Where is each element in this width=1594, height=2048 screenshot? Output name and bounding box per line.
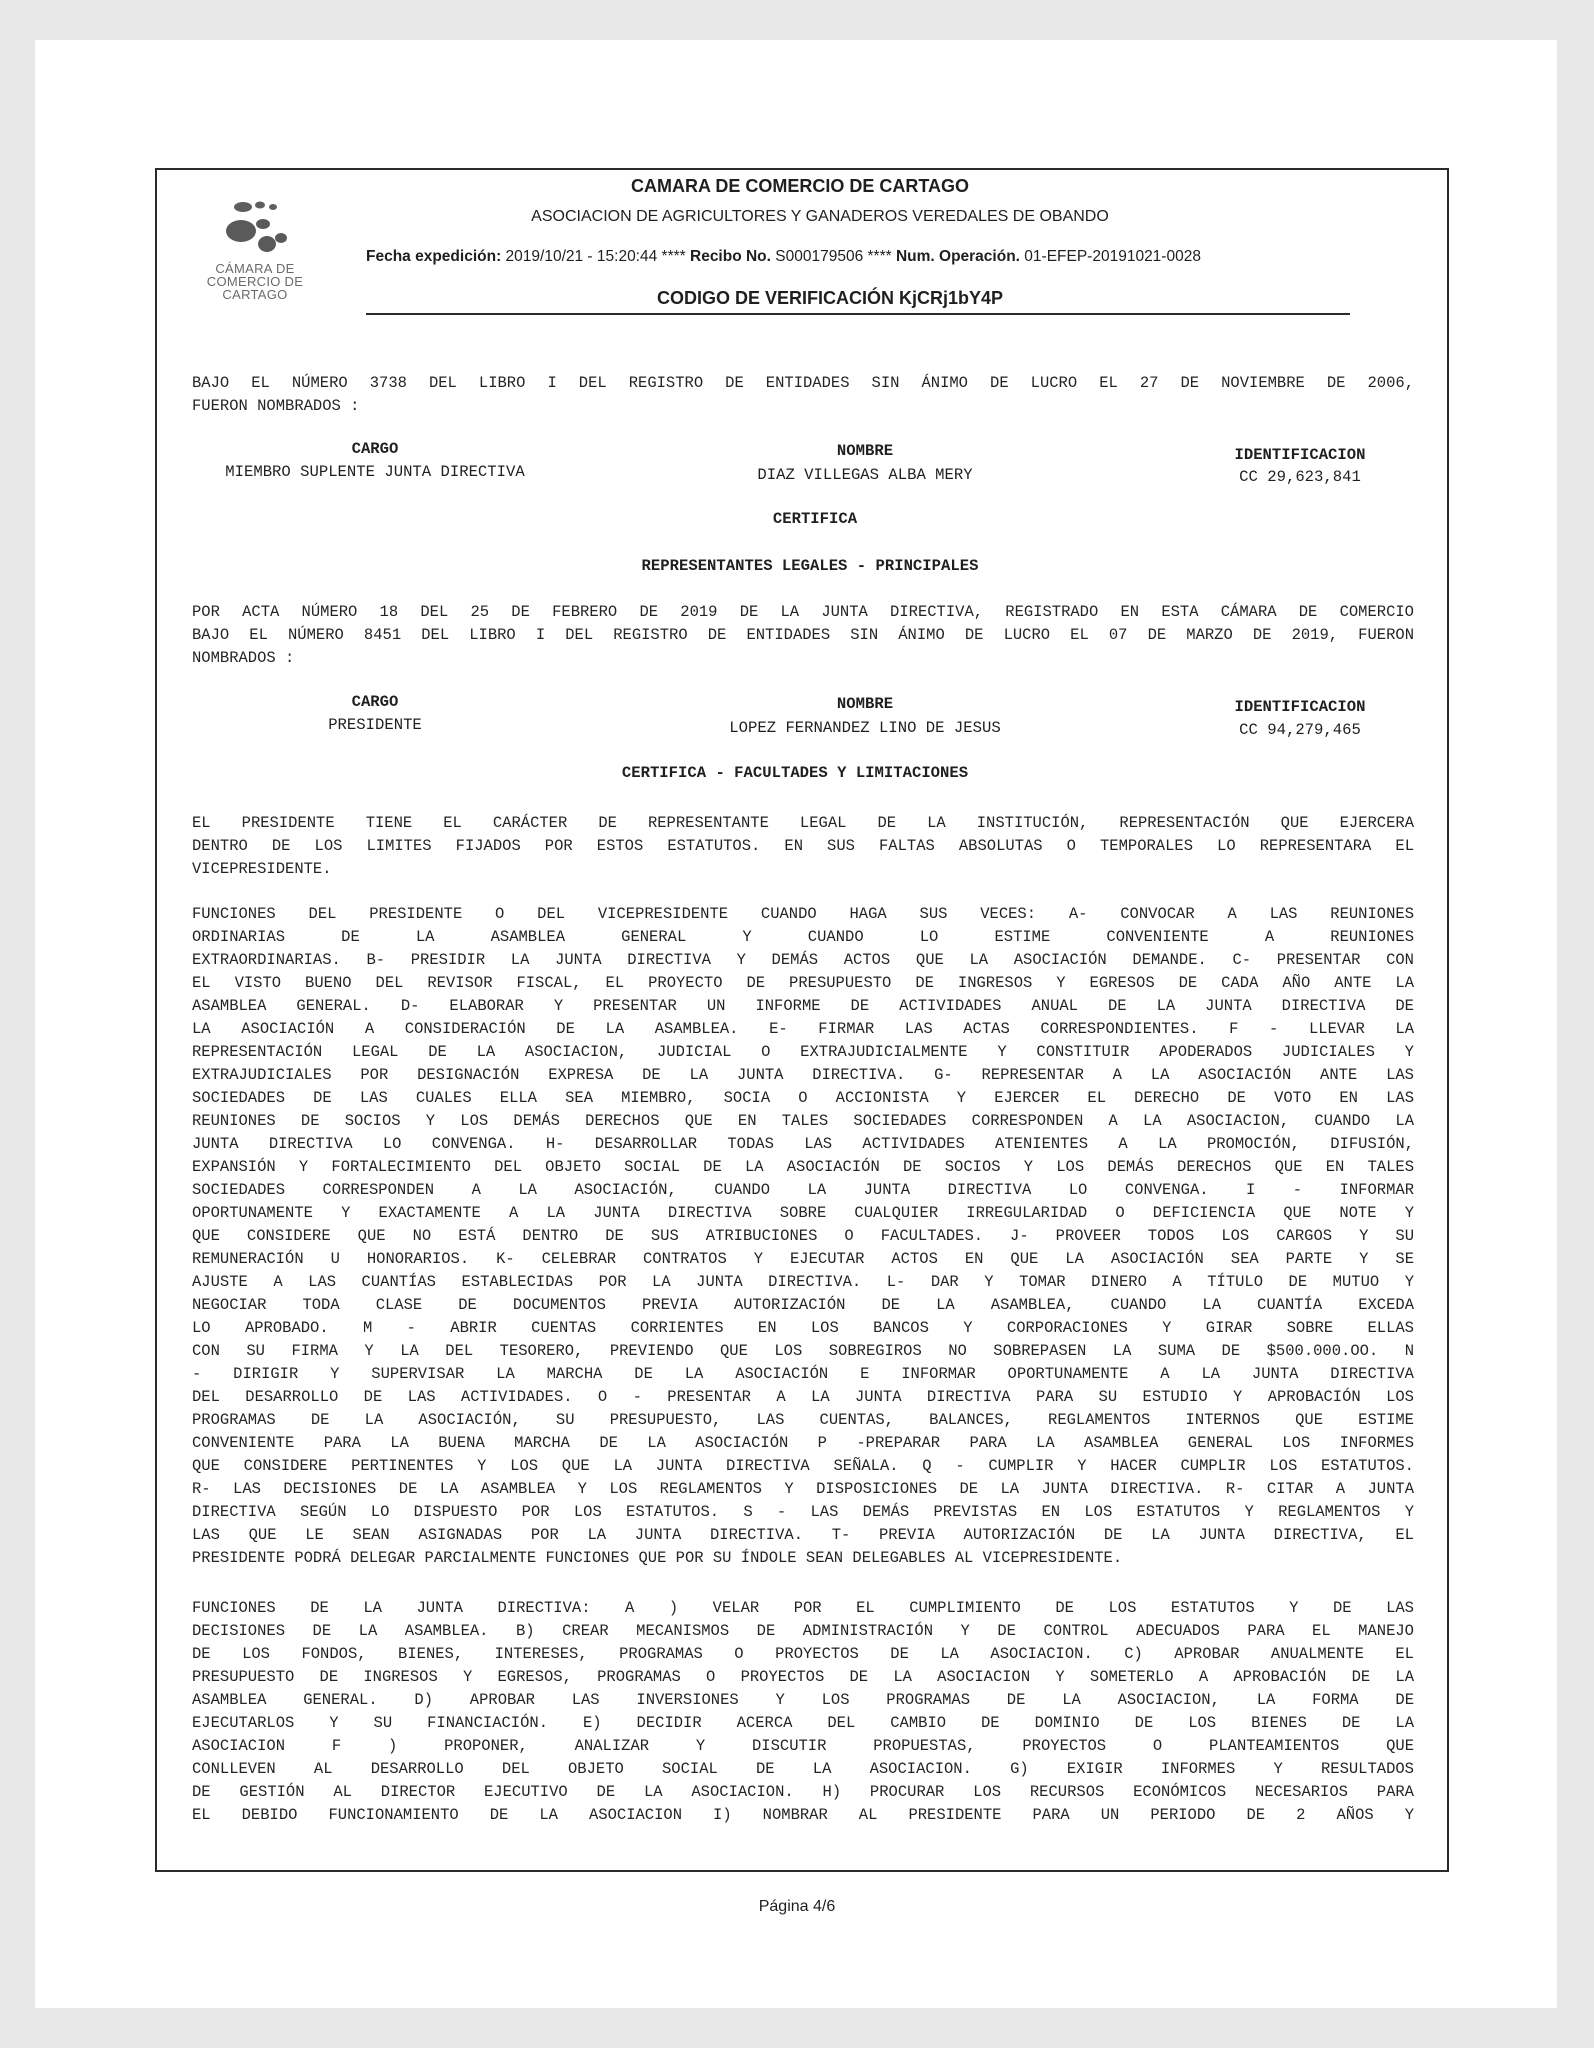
page-number: Página 4/6 [758,1898,836,1915]
text-line: PRESUPUESTO DE INGRESOS Y EGRESOS, PROGRAMAS O PROYECTOS DE LA ASOCIACION Y SOMETERLO A APROBACIÓN DE LA [192,1668,1414,1686]
chamber-logo-text: CÁMARA DE COMERCIO DE CARTAGO [206,261,304,302]
nombre-header: NOMBRE [836,442,894,460]
text-line: SOCIEDADES CORRESPONDEN A LA ASOCIACIÓN, CUANDO LA JUNTA DIRECTIVA LO CONVENGA. I - INFORMAR [192,1181,1414,1199]
cargo-value: MIEMBRO SUPLENTE JUNTA DIRECTIVA [225,463,525,481]
text-line: DE GESTIÓN AL DIRECTOR EJECUTIVO DE LA ASOCIACION. H) PROCURAR LOS RECURSOS ECONÓMICOS NECESARIOS PARA [192,1783,1414,1801]
text-line: ASAMBLEA GENERAL. D- ELABORAR Y PRESENTAR UN INFORME DE ACTIVIDADES ANUAL DE LA JUNTA DIRECTIVA DE [192,997,1414,1015]
text-line: LA ASOCIACIÓN A CONSIDERACIÓN DE LA ASAMBLEA. E- FIRMAR LAS ACTAS CORRESPONDIENTES. F - LLEVAR LA [192,1020,1414,1038]
text-line: DE LOS FONDOS, BIENES, INTERESES, PROGRAMAS O PROYECTOS DE LA ASOCIACION. C) APROBAR ANUALMENTE EL [192,1645,1414,1663]
verification-code: CODIGO DE VERIFICACIÓN KjCRj1bY4P [656,288,1004,308]
text-line: NOMBRADOS : [192,649,295,667]
text-line: OPORTUNAMENTE Y EXACTAMENTE A LA JUNTA DIRECTIVA SOBRE CUALQUIER IRREGULARIDAD O DEFICIENCIA QUE NOTE Y [192,1204,1414,1222]
registry-paragraph-1 [192,372,1414,418]
text-line: LO APROBADO. M - ABRIR CUENTAS CORRIENTES EN LOS BANCOS Y CORPORACIONES Y GIRAR SOBRE ELLAS [192,1319,1414,1337]
text-line: EXPANSIÓN Y FORTALECIMIENTO DEL OBJETO SOCIAL DE LA ASOCIACIÓN DE SOCIOS Y LOS DEMÁS DERECHOS QUE EN TALES [192,1158,1414,1176]
text-line: JUNTA DIRECTIVA LO CONVENGA. H- DESARROLLAR TODAS LAS ACTIVIDADES ATENIENTES A LA PROMOCIÓN, DIFUSIÓN, [192,1135,1414,1153]
text-line: EL VISTO BUENO DEL REVISOR FISCAL, EL PROYECTO DE PRESUPUESTO DE INGRESOS Y EGRESOS DE CADA AÑO ANTE LA [192,974,1414,992]
text-line: EL DEBIDO FUNCIONAMIENTO DE LA ASOCIACION I) NOMBRAR AL PRESIDENTE PARA UN PERIODO DE 2 AÑOS Y [192,1806,1414,1824]
issue-meta-line: Fecha expedición: 2019/10/21 - 15:20:44 **** Recibo No. S000179506 **** Num. Operación. 01-EFEP-20191021-0028 [366,248,1201,265]
chamber-title: CAMARA DE COMERCIO DE CARTAGO [631,176,969,196]
text-line: NEGOCIAR TODA CLASE DE DOCUMENTOS PREVIA AUTORIZACIÓN DE LA ASAMBLEA, CUANDO LA CUANTÍA EXCEDA [192,1296,1414,1314]
text-line: ORDINARIAS DE LA ASAMBLEA GENERAL Y CUANDO LO ESTIME CONVENIENTE A REUNIONES [192,928,1414,946]
facultades-paragraph [192,812,1414,881]
registry-paragraph-2 [192,601,1414,670]
text-line: REMUNERACIÓN U HONORARIOS. K- CELEBRAR CONTRATOS Y EJECUTAR ACTOS EN QUE LA ASOCIACIÓN SEA PARTE Y SE [192,1250,1414,1268]
certifica-heading: CERTIFICA [772,510,858,528]
text-line: QUE CONSIDERE PERTINENTES Y LOS QUE LA JUNTA DIRECTIVA SEÑALA. Q - CUMPLIR Y HACER CUMPLIR LOS ESTATUTOS. [192,1457,1414,1475]
cargo-header-2: CARGO [351,693,399,711]
header-divider [366,313,1350,315]
text-line: DECISIONES DE LA ASAMBLEA. B) CREAR MECANISMOS DE ADMINISTRACIÓN Y DE CONTROL ADECUADOS PARA EL MANEJO [192,1622,1414,1640]
text-line: EXTRAJUDICIALES POR DESIGNACIÓN EXPRESA DE LA JUNTA DIRECTIVA. G- REPRESENTAR A LA ASOCIACIÓN ANTE LAS [192,1066,1414,1084]
text-line: LAS QUE LE SEAN ASIGNADAS POR LA JUNTA DIRECTIVA. T- PREVIA AUTORIZACIÓN DE LA JUNTA DIRECTIVA, EL [192,1526,1414,1544]
nombre-value-2: LOPEZ FERNANDEZ LINO DE JESUS [729,719,1001,737]
text-line: ASAMBLEA GENERAL. D) APROBAR LAS INVERSIONES Y LOS PROGRAMAS DE LA ASOCIACION, LA FORMA DE [192,1691,1414,1709]
identificacion-value: CC 29,623,841 [1239,468,1361,486]
text-line: EL PRESIDENTE TIENE EL CARÁCTER DE REPRESENTANTE LEGAL DE LA INSTITUCIÓN, REPRESENTACIÓN QUE EJERCERA [192,814,1414,832]
entity-name: ASOCIACION DE AGRICULTORES Y GANADEROS VEREDALES DE OBANDO [531,208,1109,225]
text-line: DENTRO DE LOS LIMITES FIJADOS POR ESTOS ESTATUTOS. EN SUS FALTAS ABSOLUTAS O TEMPORALES LO REPRESENTARA EL [192,837,1414,855]
text-line: SOCIEDADES DE LAS CUALES ELLA SEA MIEMBRO, SOCIA O ACCIONISTA Y EJERCER EL DERECHO DE VOTO EN LAS [192,1089,1414,1107]
representantes-heading: REPRESENTANTES LEGALES - PRINCIPALES [641,557,979,575]
cargo-header: CARGO [351,440,399,458]
cargo-value-2: PRESIDENTE [328,716,422,734]
text-line: PRESIDENTE PODRÁ DELEGAR PARCIALMENTE FUNCIONES QUE POR SU ÍNDOLE SEAN DELEGABLES AL VICEPRESIDENTE. [192,1549,1123,1567]
funciones-presidente-paragraph [192,903,1414,1570]
text-line: REPRESENTACIÓN LEGAL DE LA ASOCIACION, JUDICIAL O EXTRAJUDICIALMENTE Y CONSTITUIR APODERADOS JUDICIALES Y [192,1043,1414,1061]
text-line: - DIRIGIR Y SUPERVISAR LA MARCHA DE LA ASOCIACIÓN E INFORMAR OPORTUNAMENTE A LA JUNTA DIRECTIVA [192,1365,1414,1383]
nombre-header-2: NOMBRE [836,695,894,713]
text-line: CONLLEVEN AL DESARROLLO DEL OBJETO SOCIAL DE LA ASOCIACION. G) EXIGIR INFORMES Y RESULTADOS [192,1760,1414,1778]
nombre-value: DIAZ VILLEGAS ALBA MERY [757,466,973,484]
text-line: FUNCIONES DE LA JUNTA DIRECTIVA: A ) VELAR POR EL CUMPLIMIENTO DE LOS ESTATUTOS Y DE LAS [192,1599,1414,1617]
text-line: QUE CONSIDERE QUE NO ESTÁ DENTRO DE SUS ATRIBUCIONES O FACULTADES. J- PROVEER TODOS LOS CARGOS Y SU [192,1227,1414,1245]
identificacion-value-2: CC 94,279,465 [1239,721,1361,739]
text-line: VICEPRESIDENTE. [192,860,332,878]
identificacion-header-2: IDENTIFICACION [1234,698,1366,716]
text-line: AJUSTE A LAS CUANTÍAS ESTABLECIDAS POR LA JUNTA DIRECTIVA. L- DAR Y TOMAR DINERO A TÍTULO DE MUTUO Y [192,1273,1414,1291]
text-line: CONVENIENTE PARA LA BUENA MARCHA DE LA ASOCIACIÓN P -PREPARAR PARA LA ASAMBLEA GENERAL LOS INFORMES [192,1434,1414,1452]
facultades-heading: CERTIFICA - FACULTADES Y LIMITACIONES [621,764,969,782]
text-line: POR ACTA NÚMERO 18 DEL 25 DE FEBRERO DE 2019 DE LA JUNTA DIRECTIVA, REGISTRADO EN ESTA CÁMARA DE COMERCIO [192,603,1414,621]
text-line: R- LAS DECISIONES DE LA ASAMBLEA Y LOS REGLAMENTOS Y DISPOSICIONES DE LA JUNTA DIRECTIVA. R- CITAR A JUNTA [192,1480,1414,1498]
text-line: FUERON NOMBRADOS : [192,397,360,415]
text-line: DIRECTIVA SEGÚN LO DISPUESTO POR LOS ESTATUTOS. S - LAS DEMÁS PREVISTAS EN LOS ESTATUTOS Y REGLAMENTOS Y [192,1503,1414,1521]
text-line: BAJO EL NÚMERO 8451 DEL LIBRO I DEL REGISTRO DE ENTIDADES SIN ÁNIMO DE LUCRO EL 07 DE MARZO DE 2019, FUERON [192,626,1414,644]
text-line: REUNIONES DE SOCIOS Y LOS DEMÁS DERECHOS QUE EN TALES SOCIEDADES CORRESPONDEN A LA ASOCIACION, CUANDO LA [192,1112,1414,1130]
text-line: BAJO EL NÚMERO 3738 DEL LIBRO I DEL REGISTRO DE ENTIDADES SIN ÁNIMO DE LUCRO EL 27 DE NOVIEMBRE DE 2006, [192,374,1414,392]
funciones-junta-paragraph [192,1597,1414,1827]
text-line: PROGRAMAS DE LA ASOCIACIÓN, SU PRESUPUESTO, LAS CUENTAS, BALANCES, REGLAMENTOS INTERNOS QUE ESTIME [192,1411,1414,1429]
text-line: CON SU FIRMA Y LA DEL TESORERO, PREVIENDO QUE LOS SOBREGIROS NO SOBREPASEN LA SUMA DE $500.000.OO. N [192,1342,1414,1360]
text-line: ASOCIACION F ) PROPONER, ANALIZAR Y DISCUTIR PROPUESTAS, PROYECTOS O PLANTEAMIENTOS QUE [192,1737,1414,1755]
text-line: EJECUTARLOS Y SU FINANCIACIÓN. E) DECIDIR ACERCA DEL CAMBIO DE DOMINIO DE LOS BIENES DE LA [192,1714,1414,1732]
text-line: DEL DESARROLLO DE LAS ACTIVIDADES. O - PRESENTAR A LA JUNTA DIRECTIVA PARA SU ESTUDIO Y APROBACIÓN LOS [192,1388,1414,1406]
text-line: EXTRAORDINARIAS. B- PRESIDIR LA JUNTA DIRECTIVA Y DEMÁS ACTOS QUE LA ASOCIACIÓN DEMANDE. C- PRESENTAR CON [192,951,1414,969]
identificacion-header: IDENTIFICACION [1234,446,1366,464]
text-line: FUNCIONES DEL PRESIDENTE O DEL VICEPRESIDENTE CUANDO HAGA SUS VECES: A- CONVOCAR A LAS REUNIONES [192,905,1414,923]
